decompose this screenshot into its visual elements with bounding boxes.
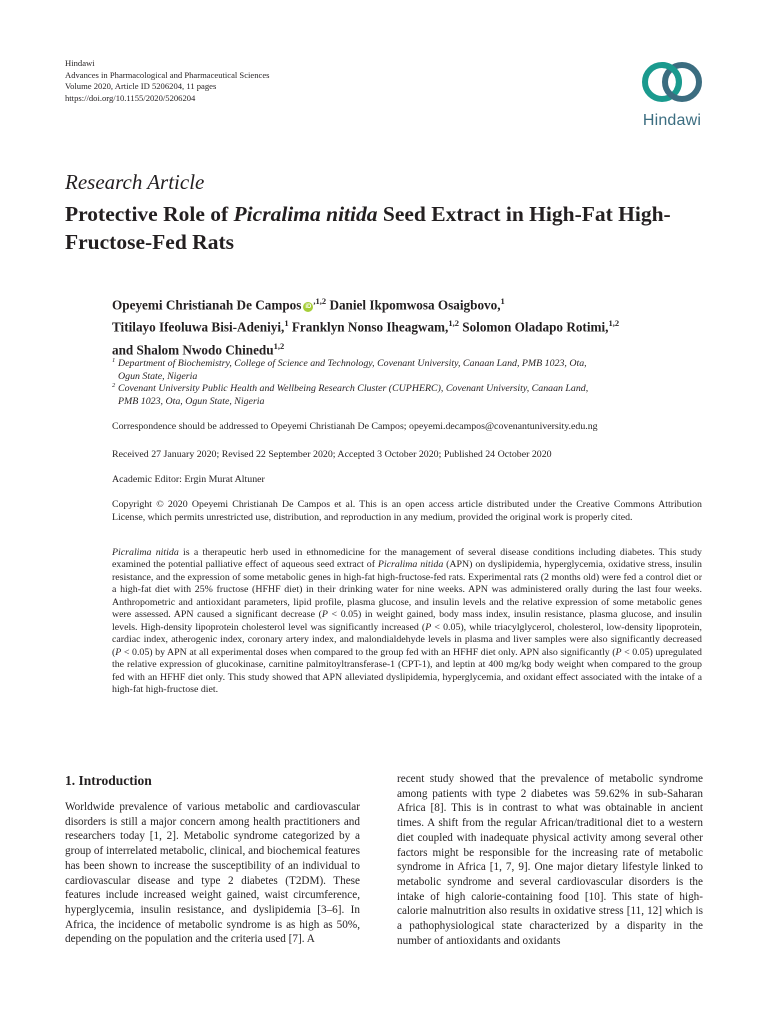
author-name[interactable]: Titilayo Ifeoluwa Bisi-Adeniyi, bbox=[112, 319, 285, 335]
journal-header bbox=[65, 58, 270, 104]
logo-wordmark: Hindawi bbox=[642, 112, 702, 129]
affiliation-item: 2 Covenant University Public Health and Wellbeing Research Cluster (CUPHERC), Covenant University, Canaan Land, PMB 1023, Ota, Ogun State, Nigeria bbox=[112, 382, 589, 407]
orcid-icon[interactable]: iD bbox=[305, 304, 312, 311]
correspondence: Correspondence should be addressed to Opeyemi Christianah De Campos; opeyemi.decampos@covenantuniversity.edu.ng bbox=[112, 421, 598, 432]
intro-left-column: Worldwide prevalence of various metabolic and cardiovascular disorders is still a major concern among health practitioners and researchers today [1, 2]. Metabolic syndrome categorized by a group of interrelated metabolic, clinical, and biochemical features has been shown to increase the susceptibility of an individual to cardiovascular disease and type 2 diabetes (T2DM). These features include increased weight gained, waist circumference, hyperglycemia, insulin resistance, and dyslipidemia [3–6]. In Africa, the incidence of metabolic syndrome is as high as 50%, depending on the population and the criteria used [7]. A bbox=[65, 801, 360, 946]
article-type: Research Article bbox=[65, 170, 205, 194]
hindawi-rings-icon bbox=[638, 58, 706, 106]
author-name[interactable]: and Shalom Nwodo Chinedu bbox=[112, 342, 274, 358]
author-name[interactable]: Opeyemi Christianah De Campos bbox=[112, 297, 302, 313]
article-title: Protective Role of Picralima nitida Seed Extract in High-Fat High-Fructose-Fed Rats bbox=[65, 202, 671, 254]
publication-dates: Received 27 January 2020; Revised 22 September 2020; Accepted 3 October 2020; Published 24 October 2020 bbox=[112, 449, 552, 460]
publisher-name: Hindawi bbox=[65, 58, 95, 68]
author-name[interactable]: Franklyn Nonso Iheagwam, bbox=[291, 319, 449, 335]
copyright-notice: Copyright © 2020 Opeyemi Christianah De Campos et al. This is an open access article distributed under the Creative Commons Attribution License, which permits unrestricted use, distribution, and reproduction in any medium, provided the original work is properly cited. bbox=[112, 499, 702, 523]
volume-info: Volume 2020, Article ID 5206204, 11 pages bbox=[65, 81, 217, 91]
intro-right-column: recent study showed that the prevalence of metabolic syndrome among patients with type 2 diabetes was 59.62% in sub-Saharan Africa [8]. This is in contrast to what was obtainable in ancient times. A shift from the regular African/traditional diet to a western diet coupled with inadequate physical activity among several other factors might be responsible for the increasing rate of metabolic syndrome in Africa [1, 7, 9]. One major dietary lifestyle linked to metabolic syndrome and several cardiovascular disorders is the intake of high calorie-containing food [10]. This state of high-calorie malnutrition also results in oxidative stress [11, 12] which is a pathophysiological state characterized by a disparity in the number of antioxidants and oxidants bbox=[397, 773, 703, 947]
author-list: Opeyemi Christianah De Campos $iD^{,1,2}$ Daniel Ikpomwosa Osaigbovo,$^1$ Titilayo Ifeoluwa Bisi-Adeniyi,$^1$ Franklyn Nonso Iheagwam,$^{1,2}$ Solomon Oladapo Rotimi,$^{1,2}$ and Shalom Nwodo Chinedu$^{1,2}$ bbox=[112, 296, 620, 358]
hindawi-logo bbox=[622, 58, 722, 138]
author-name[interactable]: Solomon Oladapo Rotimi, bbox=[462, 319, 609, 335]
journal-name: Advances in Pharmacological and Pharmaceutical Sciences bbox=[65, 69, 270, 80]
affiliations bbox=[112, 358, 692, 408]
affiliation-item: 1 Department of Biochemistry, College of Science and Technology, Covenant University, Canaan Land, PMB 1023, Ota, Ogun State, Nigeria bbox=[112, 357, 587, 382]
doi-link[interactable]: https://doi.org/10.1155/2020/5206204 bbox=[65, 92, 196, 103]
section-heading: 1. Introduction bbox=[65, 773, 152, 788]
academic-editor: Academic Editor: Ergin Murat Altuner bbox=[112, 474, 265, 485]
abstract: Picralima nitida is a therapeutic herb used in ethnomedicine for the management of several disease conditions including diabetes. This study examined the potential palliative effect of aqueous seed extract of Picralima nitida (APN) on dyslipidemia, hyperglycemia, oxidative stress, insulin resistance, and the expression of some metabolic genes in high-fat high-fructose-fed rats. Experimental rats (2 months old) were fed a control diet or a high-fat diet with 25% fructose (HFHF diet) in their drinking water for nine weeks. APN was administered orally during the last four weeks. Anthropometric and antioxidant parameters, lipid profile, plasma glucose, and insulin levels and the relative expression of some metabolic genes were assessed. APN caused a significant decrease (P < 0.05) in weight gained, body mass index, insulin resistance, plasma glucose, and insulin levels. High-density lipoprotein cholesterol level was significantly increased (P < 0.05), while triacylglycerol, cholesterol, low-density lipoprotein, cardiac index, atherogenic index, coronary artery index, and malondialdehyde levels in plasma and liver samples were also significantly decreased (P < 0.05) by APN at all experimental doses when compared to the group fed with an HFHF diet only. APN also significantly (P < 0.05) upregulated the relative expression of glucokinase, carnitine palmitoyltransferase-1 (CPT-1), and leptin at 400 mg/kg body weight when compared to the group fed with an HFHF diet only. This study showed that APN alleviated dyslipidemia, hyperglycemia, and oxidant effect associated with the intake of a high-fat high-fructose diet. bbox=[112, 547, 702, 695]
author-name[interactable]: Daniel Ikpomwosa Osaigbovo, bbox=[329, 297, 501, 313]
